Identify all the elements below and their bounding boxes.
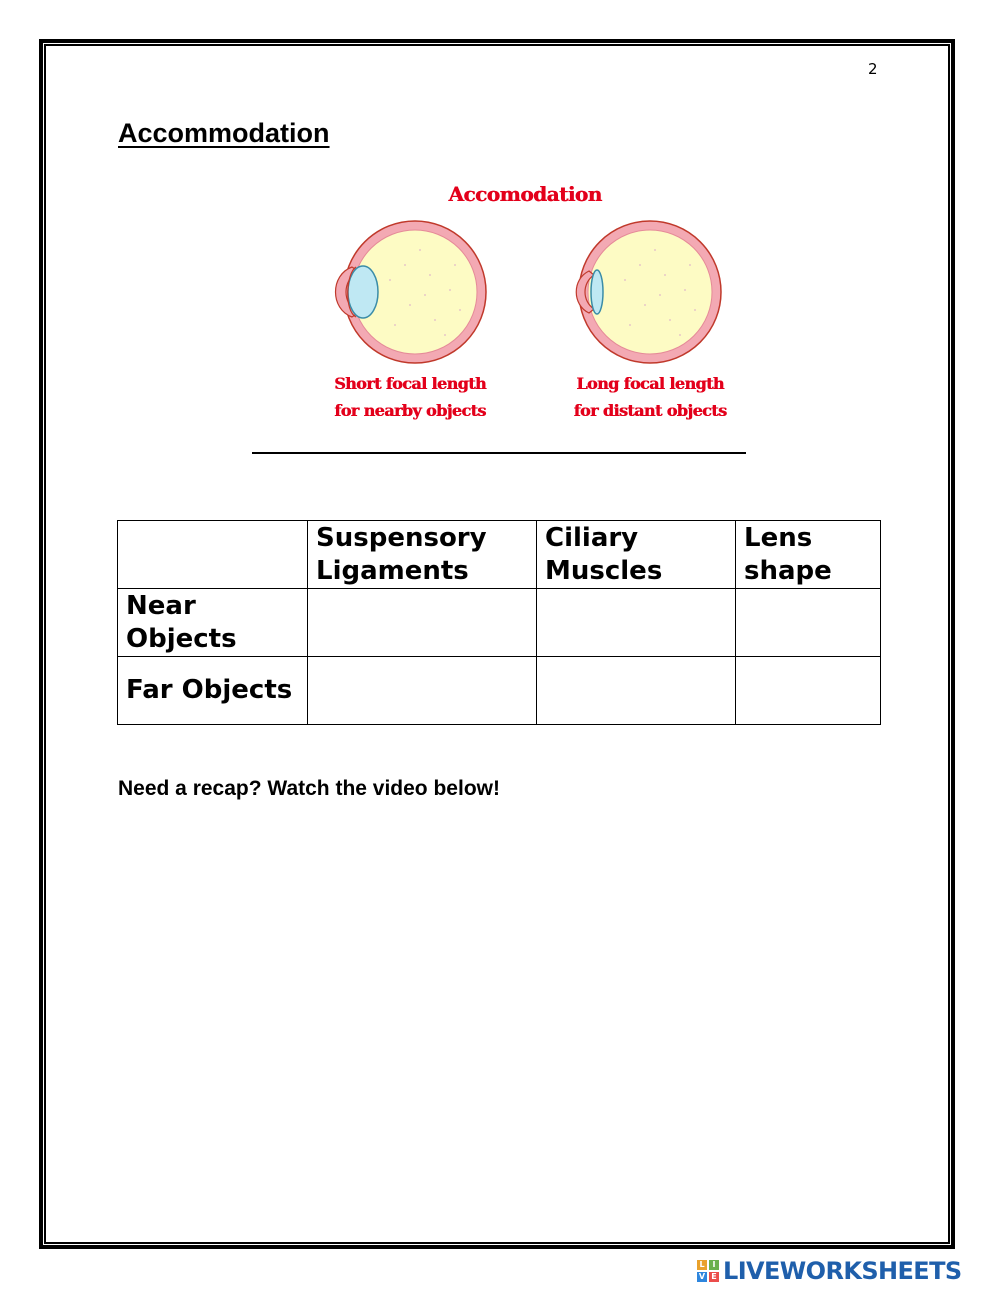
far-caption [550,370,750,424]
near-caption-line1: Short focal length [334,374,486,393]
accommodation-diagram [310,175,760,435]
answer-cell-near-muscles[interactable] [537,589,736,657]
logo-letter-i: I [709,1260,719,1270]
table-corner-cell [118,521,308,589]
logo-letter-l: L [697,1260,707,1270]
near-caption [310,370,510,424]
table-header-row [118,521,881,589]
liveworksheets-icon [697,1260,719,1282]
page-number: 2 [868,60,878,78]
header-lens-shape: Lens shape [736,521,881,589]
near-caption-line2: for nearby objects [334,401,486,420]
eye-near-illustration [336,221,487,363]
row-label-near-objects: Near Objects [118,589,308,657]
table-row [118,657,881,725]
accommodation-table [117,520,881,725]
liveworksheets-logo [697,1255,962,1287]
logo-letter-e: E [709,1272,719,1282]
header-suspensory-ligaments: Suspensory Ligaments [308,521,537,589]
header-ciliary-muscles: Ciliary Muscles [537,521,736,589]
answer-cell-near-lens[interactable] [736,589,881,657]
eye-far-illustration [576,221,721,363]
page-title: Accommodation [118,118,330,148]
brand-name: LIVEWORKSHEETS [723,1257,962,1285]
answer-cell-far-lens[interactable] [736,657,881,725]
table-row [118,589,881,657]
answer-cell-near-ligaments[interactable] [308,589,537,657]
far-caption-line1: Long focal length [576,374,724,393]
recap-text: Need a recap? Watch the video below! [118,777,500,800]
answer-cell-far-muscles[interactable] [537,657,736,725]
answer-line [252,452,746,454]
diagram-title: Accomodation [448,182,602,206]
far-caption-line2: for distant objects [573,401,727,420]
answer-cell-far-ligaments[interactable] [308,657,537,725]
logo-letter-v: V [698,1272,706,1281]
row-label-far-objects: Far Objects [118,657,308,725]
